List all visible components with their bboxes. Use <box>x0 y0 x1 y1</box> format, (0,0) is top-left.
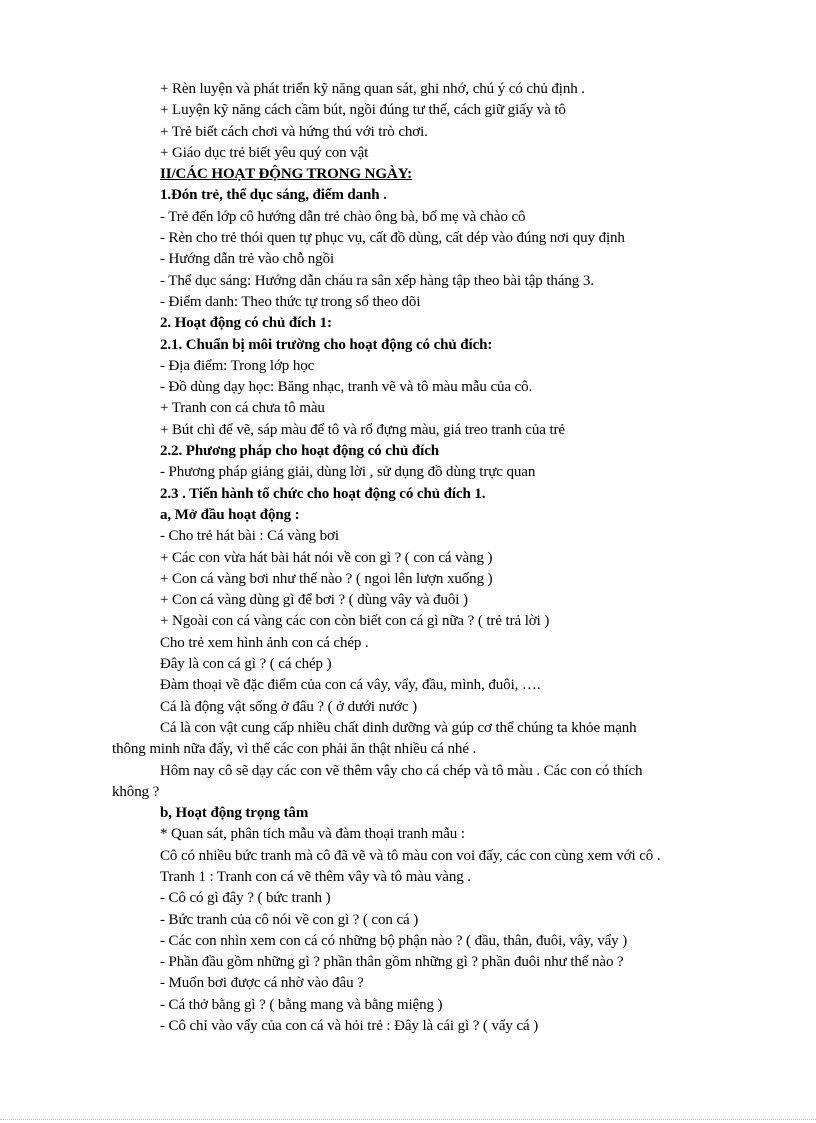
subsection-heading: 1.Đón trẻ, thể dục sáng, điểm danh . <box>160 187 387 204</box>
text-line: - Đồ dùng dạy học: Băng nhạc, tranh vẽ và tô màu mẫu của cô. <box>160 379 533 396</box>
text-line: + Tranh con cá chưa tô màu <box>160 400 325 417</box>
text-line: Hôm nay cô sẽ dạy các con vẽ thêm vây cho cá chép và tô màu . Các con có thích <box>160 762 643 779</box>
text-line: Cô có nhiều bức tranh mà cô đã vẽ và tô màu con voi đấy, các con cùng xem với cô . <box>160 847 661 864</box>
text-line: Đàm thoại về đặc điểm của con cá vây, vẩy, đầu, mình, đuôi, …. <box>160 677 541 694</box>
subsection-heading: 2.2. Phương pháp cho hoạt động có chủ đích <box>160 443 440 460</box>
text-line: + Các con vừa hát bài hát nói về con gì ? ( con cá vàng ) <box>160 549 493 566</box>
text-line: - Phần đầu gồm những gì ? phần thân gồm những gì ? phần đuôi như thế nào ? <box>160 954 624 971</box>
section-heading-text: II/CÁC HOẠT ĐỘNG TRONG NGÀY: <box>160 166 412 183</box>
text-line: - Các con nhìn xem con cá có những bộ phận nào ? ( đầu, thân, đuôi, vây, vẩy ) <box>160 932 628 949</box>
text-line: không ? <box>112 783 160 800</box>
text-line: + Rèn luyện và phát triển kỹ năng quan sát, ghi nhớ, chú ý có chủ định . <box>160 81 585 97</box>
text-line: + Con cá vàng dùng gì để bơi ? ( dùng vây và đuôi ) <box>160 592 468 609</box>
subsection-heading: 2.1. Chuẩn bị môi trường cho hoạt động có chủ đích: <box>160 336 493 353</box>
page-bottom-rule <box>0 1119 816 1120</box>
subsection-heading: 2. Hoạt động có chủ đích 1: <box>160 315 332 332</box>
text-line: - Cô chỉ vào vẩy của con cá và hỏi trẻ : Đây là cái gì ? ( vẩy cá ) <box>160 1018 539 1035</box>
subsection-heading: a, Mở đầu hoạt động : <box>160 506 300 523</box>
text-line: - Thể dục sáng: Hướng dẫn cháu ra sân xếp hàng tập theo bài tập tháng 3. <box>160 272 594 289</box>
text-line: + Luyện kỹ năng cách cầm bút, ngồi đúng tư thế, cách giữ giấy và tô <box>160 102 566 119</box>
text-line: - Bức tranh của cô nói về con gì ? ( con cá ) <box>160 911 419 928</box>
text-line: * Quan sát, phân tích mẫu và đàm thoại tranh mẫu : <box>160 826 465 843</box>
text-line: Tranh 1 : Tranh con cá vẽ thêm vây và tô màu vàng . <box>160 868 471 885</box>
text-line: + Con cá vàng bơi như thế nào ? ( ngoi lên lượn xuống ) <box>160 570 493 587</box>
text-line: Cá là động vật sống ở đâu ? ( ở dưới nước ) <box>160 698 417 715</box>
text-line: Đây là con cá gì ? ( cá chép ) <box>160 656 332 673</box>
subsection-heading: b, Hoạt động trọng tâm <box>160 805 309 822</box>
text-line: - Cô có gì đây ? ( bức tranh ) <box>160 890 331 907</box>
text-line: - Địa điểm: Trong lớp học <box>160 357 315 374</box>
text-line: - Muốn bơi được cá nhờ vào đâu ? <box>160 975 364 992</box>
text-line: - Hướng dẫn trẻ vào chỗ ngồi <box>160 251 335 268</box>
subsection-heading: 2.3 . Tiến hành tổ chức cho hoạt động có chủ đích 1. <box>160 485 486 502</box>
text-line: - Cá thở bằng gì ? ( bằng mang và bằng miệng ) <box>160 996 443 1013</box>
text-line: - Điểm danh: Theo thức tự trong sổ theo dõi <box>160 293 421 310</box>
text-line: - Trẻ đến lớp cô hướng dẫn trẻ chào ông bà, bố mẹ và chào cô <box>160 208 526 225</box>
text-line: Cá là con vật cung cấp nhiều chất dinh dưỡng và gúp cơ thể chúng ta khỏe mạnh <box>160 719 637 736</box>
text-line: thông minh nữa đấy, vì thế các con phải ăn thật nhiều cá nhé . <box>112 741 477 758</box>
text-line: - Phương pháp giảng giải, dùng lời , sử dụng đồ dùng trực quan <box>160 464 536 481</box>
text-line: - Rèn cho trẻ thói quen tự phục vụ, cất đồ dùng, cất dép vào đúng nơi quy định <box>160 230 625 247</box>
text-line: - Cho trẻ hát bài : Cá vàng bơi <box>160 528 339 545</box>
section-heading <box>160 164 770 185</box>
document-body <box>112 79 770 1037</box>
text-line: Cho trẻ xem hình ảnh con cá chép . <box>160 634 369 651</box>
text-line: + Ngoài con cá vàng các con còn biết con cá gì nữa ? ( trẻ trả lời ) <box>160 613 550 630</box>
text-line: + Giáo dục trẻ biết yêu quý con vật <box>160 144 369 161</box>
text-line: + Trẻ biết cách chơi và hứng thú với trò chơi. <box>160 123 428 140</box>
text-line: + Bút chì để vẽ, sáp màu để tô và rổ đựng màu, giá treo tranh của trẻ <box>160 421 565 438</box>
